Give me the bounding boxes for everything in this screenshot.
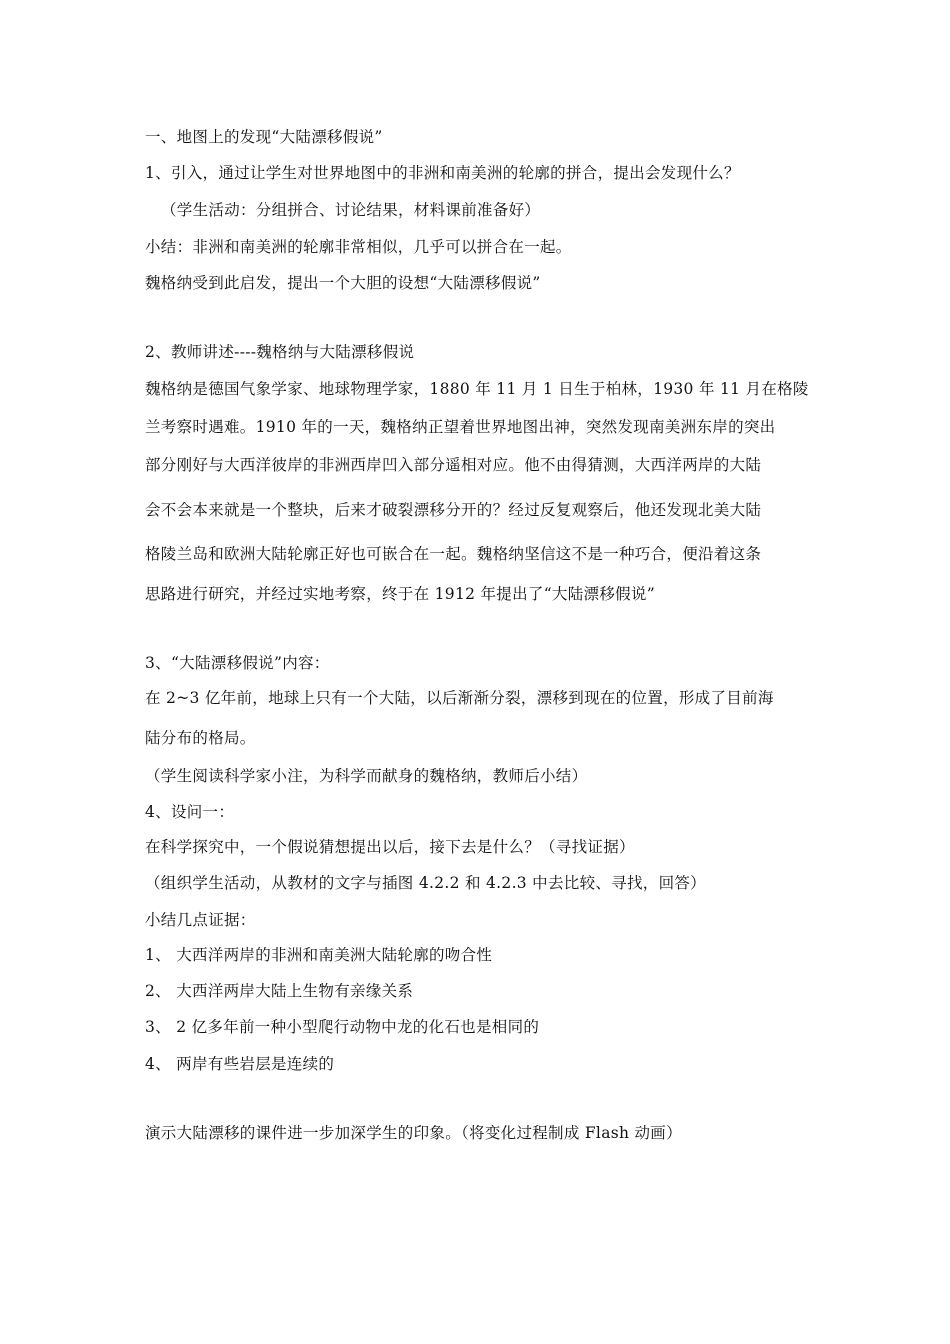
- evidence-item: 1、 大西洋两岸的非洲和南美洲大陆轮廓的吻合性: [145, 946, 493, 964]
- section-4-title: 4、设问一：: [145, 803, 235, 821]
- paragraph-line: 思路进行研究，并经过实地考察，终于在 1912 年提出了“大陆漂移假说”: [145, 585, 655, 603]
- evidence-item: 4、 两岸有些岩层是连续的: [145, 1055, 335, 1073]
- paragraph-line: 部分刚好与大西洋彼岸的非洲西岸凹入部分遥相对应。他不由得猜测，大西洋两岸的大陆: [145, 456, 762, 474]
- paragraph-line: 陆分布的格局。: [145, 729, 256, 747]
- intro-question: 1、引入，通过让学生对世界地图中的非洲和南美洲的轮廓的拼合，提出会发现什么？: [145, 164, 740, 182]
- section-2-title: 2、教师讲述----魏格纳与大陆漂移假说: [145, 343, 415, 361]
- activity-note: （组织学生活动，从教材的文字与插图 4.2.2 和 4.2.3 中去比较、寻找，回答）: [145, 874, 706, 892]
- summary-line: 小结：非洲和南美洲的轮廓非常相似，几乎可以拼合在一起。: [145, 238, 572, 256]
- evidence-item: 2、 大西洋两岸大陆上生物有亲缘关系: [145, 982, 414, 1000]
- paragraph-line: 兰考察时遇难。1910 年的一天，魏格纳正望着世界地图出神，突然发现南美洲东岸的突出: [145, 418, 776, 436]
- paragraph-line: 魏格纳是德国气象学家、地球物理学家，1880 年 11 月 1 日生于柏林，1930 年 11 月在格陵: [145, 380, 809, 398]
- demo-line: 演示大陆漂移的课件进一步加深学生的印象。（将变化过程制成 Flash 动画）: [145, 1124, 682, 1142]
- section-3-title: 3、“大陆漂移假说”内容：: [145, 654, 330, 672]
- paragraph-line: 在 2~3 亿年前，地球上只有一个大陆，以后渐渐分裂，漂移到现在的位置，形成了目前海: [145, 689, 774, 707]
- question-line: 在科学探究中，一个假说猜想提出以后，接下去是什么？（寻找证据）: [145, 838, 635, 856]
- section-heading: 一、地图上的发现“大陆漂移假说”: [145, 128, 383, 146]
- paragraph-line: 会不会本来就是一个整块，后来才破裂漂移分开的？经过反复观察后，他还发现北美大陆: [145, 501, 762, 519]
- evidence-item: 3、 2 亿多年前一种小型爬行动物中龙的化石也是相同的: [145, 1018, 540, 1036]
- paragraph-line: 格陵兰岛和欧洲大陆轮廓正好也可嵌合在一起。魏格纳坚信这不是一种巧合，便沿着这条: [145, 545, 762, 563]
- evidence-summary-label: 小结几点证据：: [145, 911, 256, 929]
- reading-note: （学生阅读科学家小注，为科学而献身的魏格纳，教师后小结）: [145, 767, 588, 785]
- wegener-line: 魏格纳受到此启发，提出一个大胆的设想“大陆漂移假说”: [145, 274, 541, 292]
- student-activity-note: （学生活动：分组拼合、讨论结果，材料课前准备好）: [161, 201, 541, 219]
